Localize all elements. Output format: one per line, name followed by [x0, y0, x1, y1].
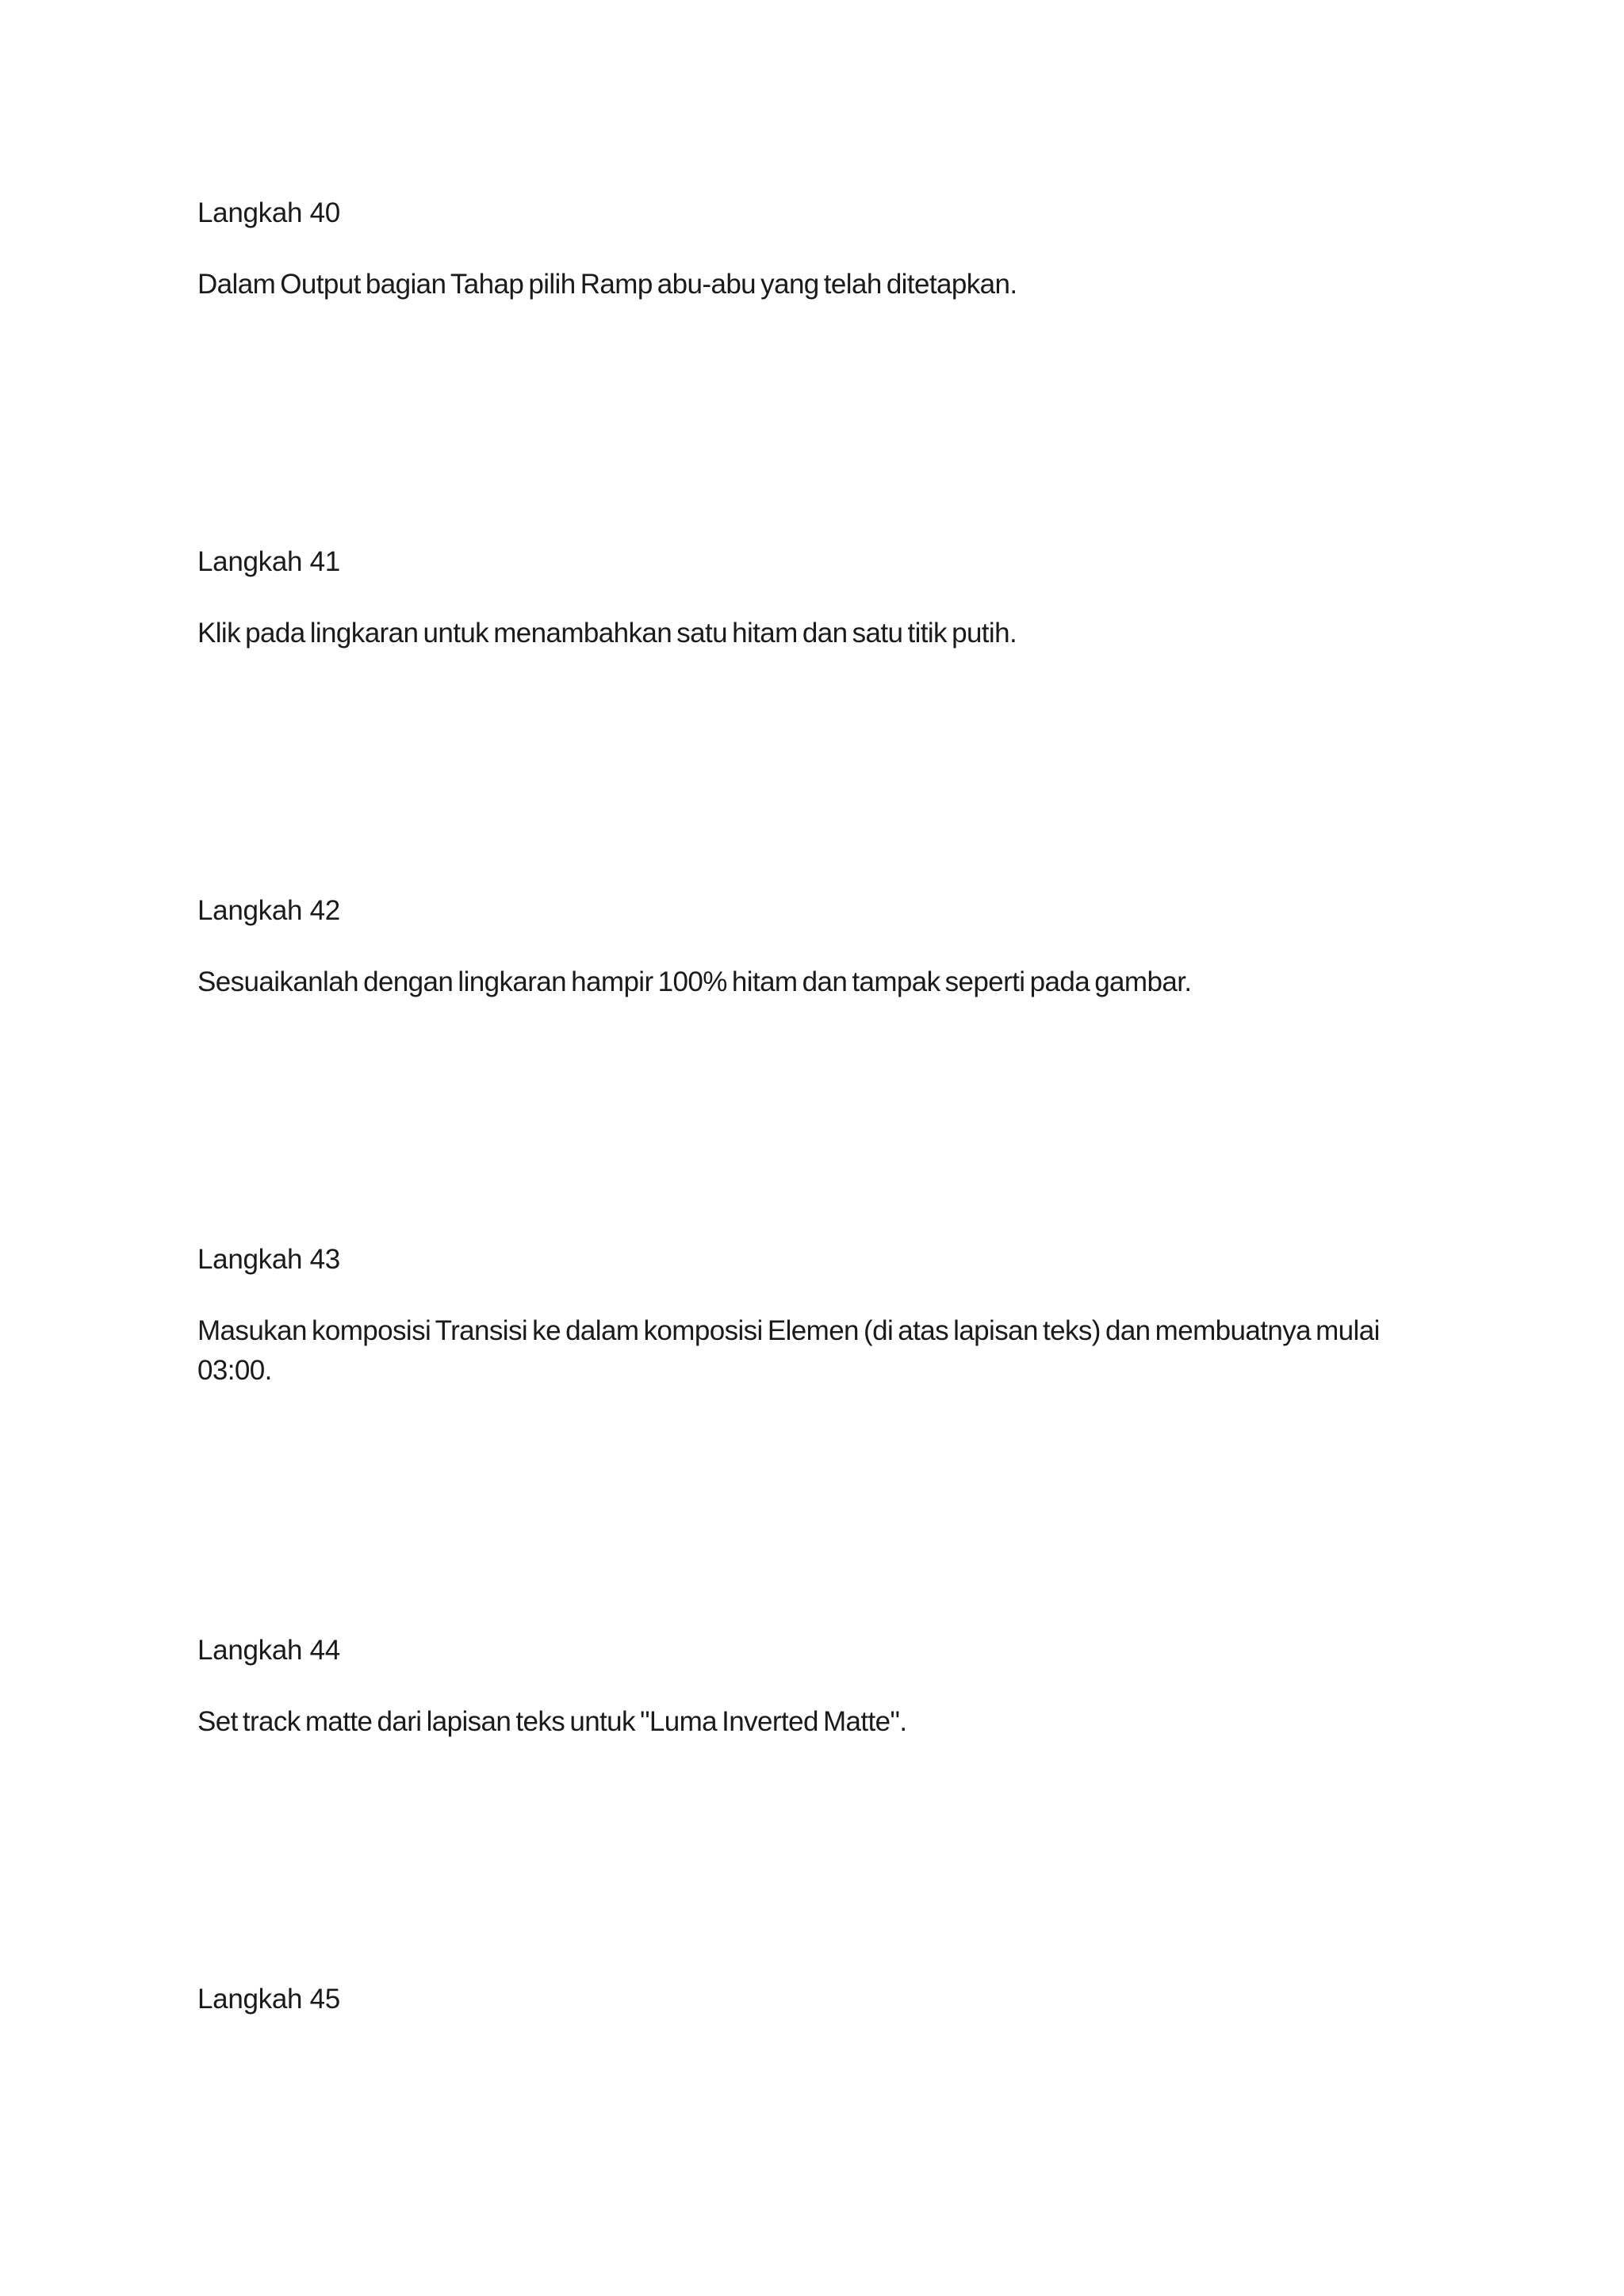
step-instruction: Set track matte dari lapisan teks untuk "Luma Inverted Matte".	[197, 1706, 907, 1737]
step-title: Langkah 40	[197, 197, 340, 228]
step-42	[197, 894, 1427, 1002]
step-43	[197, 1242, 1427, 1391]
step-title: Langkah 41	[197, 546, 340, 577]
step-instruction: Dalam Output bagian Tahap pilih Ramp abu-abu yang telah ditetapkan.	[197, 269, 1017, 300]
step-instruction: Masukan komposisi Transisi ke dalam komposisi Elemen (di atas lapisan teks) dan membuatnya mulai 03:00.	[197, 1315, 1380, 1386]
step-instruction: Klik pada lingkaran untuk menambahkan satu hitam dan satu titik putih.	[197, 618, 1017, 649]
step-title: Langkah 42	[197, 895, 340, 926]
step-44	[197, 1633, 1427, 1742]
step-title: Langkah 45	[197, 1984, 340, 2015]
step-40	[197, 196, 1427, 304]
step-41	[197, 545, 1427, 653]
step-title: Langkah 44	[197, 1635, 340, 1666]
step-instruction: Sesuaikanlah dengan lingkaran hampir 100% hitam dan tampak seperti pada gambar.	[197, 966, 1192, 997]
step-title: Langkah 43	[197, 1244, 340, 1275]
step-45	[197, 1982, 1427, 2017]
